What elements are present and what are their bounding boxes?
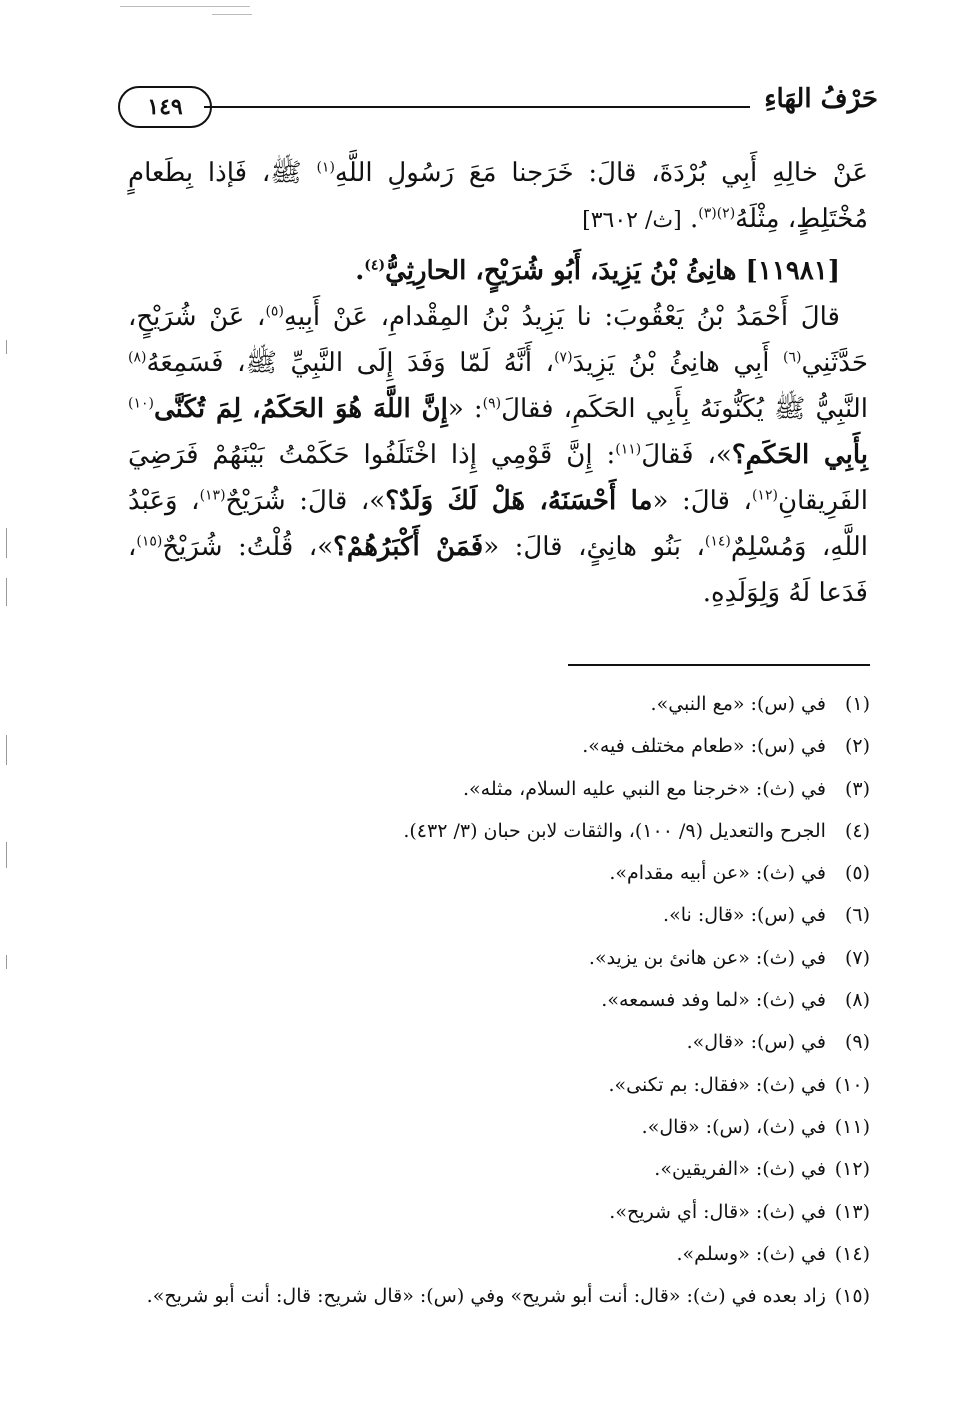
footnote-text: في (س): «مع النبي». [650,693,826,715]
footnote-text: زاد بعده في (ث): «قال: أنت أبو شريح» وفي (س): «قال شريح: قال: أنت أبو شريح». [146,1285,826,1308]
manuscript-reference: [ث/ ٣٦٠٢] [582,208,682,233]
footnote [120,937,870,979]
footnote-number: (١١) [834,1115,870,1138]
footnote [120,1233,870,1275]
text-run: ، وَعَبْدُ اللَّهِ، وَمُسْلِمٌ [128,486,868,562]
footnote-marker: (١٥) [136,533,163,550]
footnote [120,894,870,936]
footnote-marker: (٦) [783,349,802,366]
chapter-title: حَرْفُ الهَاءِ [764,84,878,114]
footnote-number: (١٢) [834,1158,870,1181]
scan-edge-line [120,6,250,7]
text-run: ، فَدَعا لَهُ وَلِوَلَدِهِ. [128,532,868,608]
footnote-marker: (٨) [128,349,147,366]
margin-mark [6,735,7,765]
footnote-number: (٦) [844,904,870,927]
entry-heading [128,248,868,294]
footnote [120,1064,870,1106]
text-run: ﷺ، فَإذا بِطَعامٍ مُخْتَلِطٍ، مِثْلَهُ [128,158,868,234]
scan-edge-line [212,14,252,15]
text-run: . [355,256,365,286]
footnote-text: في (ث): «الفريقين». [654,1158,826,1181]
footnote-marker: (١٣) [199,487,226,504]
text-run: . [681,204,699,234]
footnote [120,768,870,810]
footnote-text: في (ث): «وسلم». [676,1242,826,1265]
main-text [128,150,868,616]
text-run: عَنْ خالِهِ أَبِي بُرْدَةَ، قالَ: خَرَجنا مَعَ رَسُولِ اللَّهِ [334,158,869,188]
header-rule [204,106,750,108]
margin-mark [6,842,7,868]
text-run: النَّبِيُّ ﷺ يُكَنُّونَهُ بِأَبِي الحَكَمِ، فقالَ [501,394,868,424]
footnote-marker: (٧) [554,349,573,366]
footnote-marker: (١١) [615,441,642,458]
margin-mark [6,528,7,558]
text-run: »، قالَ: شُرَيْحٌ [225,486,386,516]
page-number: ١٤٩ [118,86,212,128]
footnote-text: في (ث): «لما وفد فسمعه». [601,989,826,1012]
footnote [120,1148,870,1190]
margin-mark [6,955,7,969]
footnote-text: في (س): «قال». [686,1031,826,1054]
footnote-text: في (ث): «عن هانئ بن يزيد». [588,946,826,969]
footnote-number: (١٠) [834,1073,870,1096]
footnote-number: (١) [844,693,870,715]
footnotes-list [120,683,870,1317]
footnote-number: (١٤) [834,1242,870,1265]
footnote-marker: (٢)(٣) [698,205,736,222]
footnote [120,979,870,1021]
footnote-marker: (٥) [265,303,284,320]
footnote-number: (٣) [844,777,870,800]
footnote [120,725,870,767]
footnote-number: (٩) [844,1031,870,1054]
footnote-marker: (٤) [364,257,386,274]
footnote-marker: (١٢) [751,487,778,504]
text-run: ، عَنْ شُرَيْحٍ، حَدَّثَنِي [128,302,868,378]
footnote-text: في (س): «طعام مختلف فيه». [582,735,826,758]
hadith-quote: ما أَحْسَنَهُ، هَلْ لَكَ وَلَدٌ؟ [385,486,653,516]
footnote [120,683,870,725]
margin-mark [6,340,7,354]
footnote-text: الجرح والتعديل (٩/ ١٠٠)، والثقات لابن حبان (٣/ ٤٣٢). [403,819,826,842]
footnote-marker: (٩) [482,395,502,412]
paragraph-1 [128,150,868,244]
footnote-number: (١٣) [834,1200,870,1223]
footnote-number: (٢) [844,735,870,758]
entry-heading-text: [١١٩٨١] هانِئُ بْنُ يَزِيدَ، أَبُو شُرَيْحٍ، الحارِثِيُّ [385,256,840,286]
footnote-text: في (ث): «عن أبيه مقدام». [609,862,826,885]
text-run: : « [447,394,483,424]
text-run: »، قُلْتُ: شُرَيْحٌ [162,532,334,562]
footnote-number: (١٥) [834,1285,870,1308]
hadith-quote: إِنَّ اللَّهَ هُوَ الحَكَمُ، لِمَ تُكَنَّى [153,394,448,424]
running-header [118,84,878,132]
footnote-marker: (١٠) [128,395,154,412]
text-run: »، فَقالَ [641,440,732,470]
footnote-number: (٨) [844,989,870,1012]
footnote-text: في (ث)، (س): «قال». [641,1115,826,1138]
footnote-text: في (س): «قال: نا». [663,904,826,927]
text-run: ، بَنُو هانِئٍ، قالَ: « [483,532,705,562]
text-run: ، قالَ: « [652,486,752,516]
footnote-number: (٧) [844,946,870,969]
hadith-quote: بِأَبِي الحَكَمِ؟ [731,440,868,470]
footnote-marker: (١٤) [704,533,731,550]
paragraph-2 [128,294,868,616]
footnote [120,1021,870,1063]
footnote [120,1275,870,1317]
footnote-number: (٤) [844,819,870,842]
hadith-quote: فَمَنْ أَكْبَرُهُمْ؟ [333,532,484,562]
footnote [120,810,870,852]
footnote-separator [568,664,870,666]
text-run: أَبِي هانِئُ بْنُ يَزِيدَ [572,348,784,378]
footnote-text: في (ث): «خرجنا مع النبي عليه السلام، مثله». [463,777,826,800]
footnote [120,1191,870,1233]
footnote [120,852,870,894]
footnote-text: في (ث): «قال: أي شريح». [609,1200,826,1223]
text-run: ، أَنَّهُ لَمّا وَفَدَ إِلَى النَّبِيِّ ﷺ، فَسَمِعَهُ [146,348,555,378]
text-run: : إِنَّ قَوْمِي إِذا اخْتَلَفُوا حَكَمْتُ بَيْنَهُمْ فَرَضِيَ الفَرِيقانِ [128,440,868,516]
margin-mark [6,578,7,606]
footnote-number: (٥) [844,862,870,885]
footnote [120,1106,870,1148]
text-run: قالَ أَحْمَدُ بْنُ يَعْقُوبَ: نا يَزِيدُ بْنُ المِقْدامِ، عَنْ أَبِيهِ [283,302,840,332]
footnote-text: في (ث): «فقال: بم تكنى». [608,1073,826,1096]
footnote-marker: (١) [316,159,335,176]
